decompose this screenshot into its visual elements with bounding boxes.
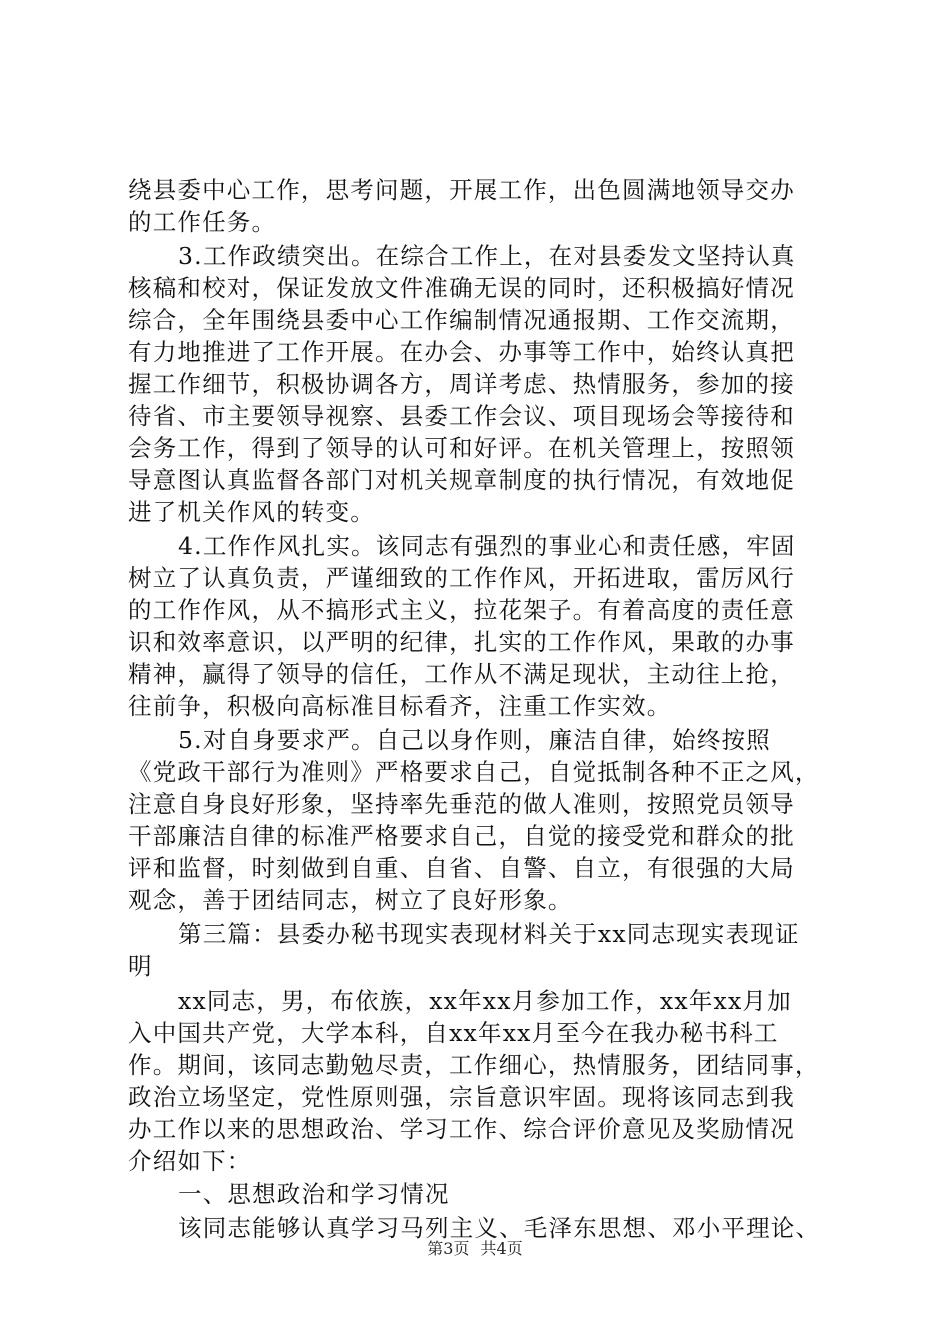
text-line: 精神，赢得了领导的信任，工作从不满足现状，主动往上抢，	[128, 660, 795, 688]
text-line: 综合，全年围绕县委中心工作编制情况通报期、工作交流期，	[128, 306, 795, 334]
text-line: 评和监督，时刻做到自重、自省、自警、自立，有很强的大局	[128, 854, 795, 882]
text-line: 办工作以来的思想政治、学习工作、综合评价意见及奖励情况	[128, 1115, 795, 1143]
text-line: 5.对自身要求严。自己以身作则，廉洁自律，始终按照	[178, 726, 771, 754]
text-line: 观念，善于团结同志，树立了良好形象。	[128, 886, 573, 914]
text-line: 识和效率意识，以严明的纪律，扎实的工作作风，果敢的办事	[128, 628, 795, 656]
text-line: 4.工作作风扎实。该同志有强烈的事业心和责任感，牢固	[178, 532, 796, 560]
text-line: 介绍如下：	[128, 1147, 252, 1175]
subsection-heading: 一、思想政治和学习情况	[178, 1180, 450, 1208]
text-line: 的工作任务。	[128, 208, 277, 236]
text-line: 树立了认真负责，严谨细致的工作作风，开拓进取，雷厉风行	[128, 564, 795, 592]
text-line: 会务工作，得到了领导的认可和好评。在机关管理上，按照领	[128, 434, 795, 462]
page-total: 共4页	[480, 1239, 523, 1258]
text-line: 待省、市主要领导视察、县委工作会议、项目现场会等接待和	[128, 402, 795, 430]
text-line: 绕县委中心工作，思考问题，开展工作，出色圆满地领导交办	[128, 176, 795, 204]
text-line: 往前争，积极向高标准目标看齐，注重工作实效。	[128, 692, 672, 720]
text-line: 3.工作政绩突出。在综合工作上，在对县委发文坚持认真	[178, 242, 796, 270]
section-heading: 第三篇：县委办秘书现实表现材料关于xx同志现实表现证	[178, 920, 800, 948]
text-line: 的工作作风，从不搞形式主义，拉花架子。有着高度的责任意	[128, 596, 795, 624]
text-line: 核稿和校对，保证发放文件准确无误的同时，还积极搞好情况	[128, 274, 795, 302]
text-line: 入中国共产党，大学本科，自xx年xx月至今在我办秘书科工	[128, 1019, 779, 1047]
text-line: 作。期间，该同志勤勉尽责，工作细心，热情服务，团结同事，	[128, 1051, 820, 1079]
text-line: 进了机关作风的转变。	[128, 498, 375, 526]
text-line: 该同志能够认真学习马列主义、毛泽东思想、邓小平理论、	[178, 1214, 821, 1242]
text-line: 干部廉洁自律的标准严格要求自己，自觉的接受党和群众的批	[128, 822, 795, 850]
text-line: 握工作细节，积极协调各方，周详考虑、热情服务，参加的接	[128, 370, 795, 398]
text-line: 《党政干部行为准则》严格要求自己，自觉抵制各种不正之风，	[128, 758, 820, 786]
text-line: 导意图认真监督各部门对机关规章制度的执行情况，有效地促	[128, 466, 795, 494]
section-heading-cont: 明	[128, 952, 153, 980]
text-line: 有力地推进了工作开展。在办会、办事等工作中，始终认真把	[128, 338, 795, 366]
text-line: xx同志，男，布依族，xx年xx月参加工作，xx年xx月加	[178, 987, 792, 1015]
page-footer	[0, 1238, 950, 1260]
text-line: 政治立场坚定，党性原则强，宗旨意识牢固。现将该同志到我	[128, 1083, 795, 1111]
page-number: 第3页	[427, 1239, 470, 1258]
text-line: 注意自身良好形象，坚持率先垂范的做人准则，按照党员领导	[128, 790, 795, 818]
